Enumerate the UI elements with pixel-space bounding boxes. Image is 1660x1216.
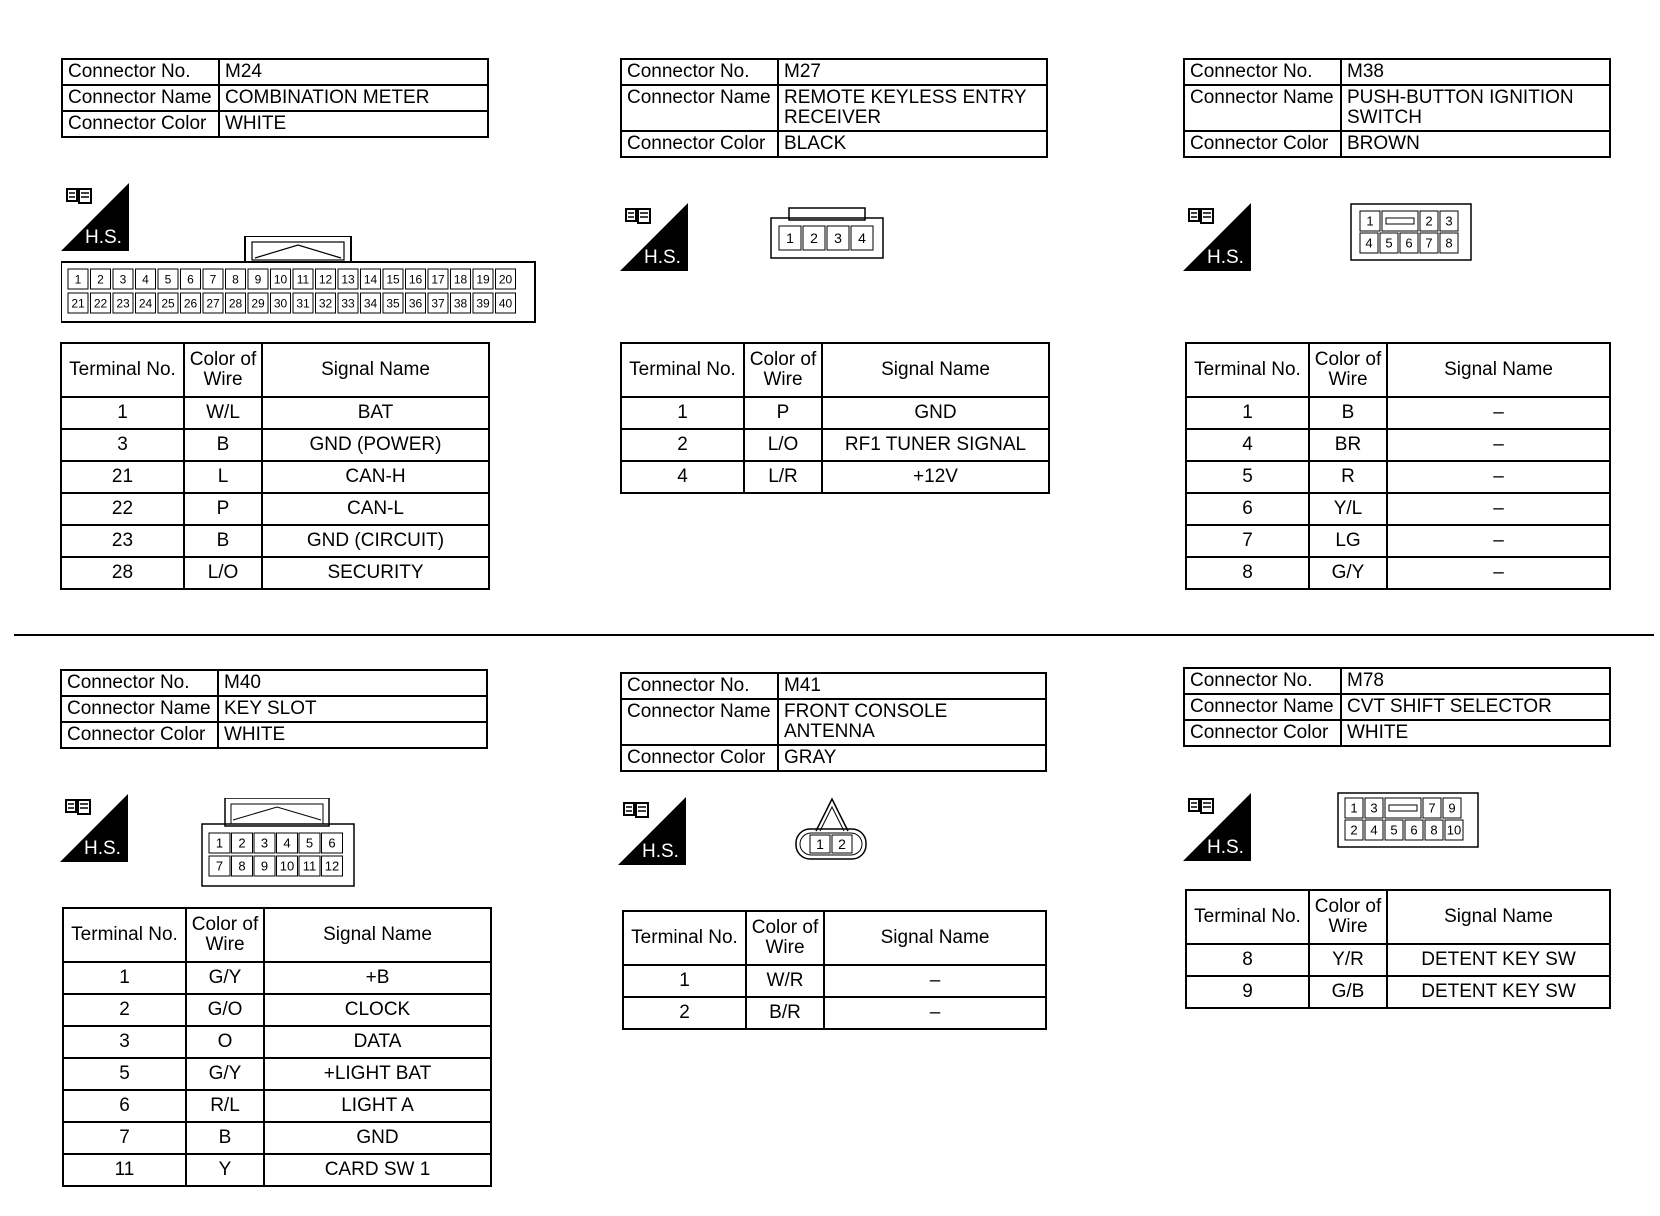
wire-color-cell: R/L <box>186 1090 264 1122</box>
header-signal-name: Signal Name <box>262 343 489 397</box>
connector-face-m24 <box>61 236 537 324</box>
table-row <box>623 965 1046 997</box>
pin-number: 1 <box>215 835 224 851</box>
table-row <box>1186 429 1610 461</box>
pin-number: 6 <box>1405 235 1413 251</box>
header-color-of-wire: Color of Wire <box>1309 890 1387 944</box>
pin-number: 6 <box>1410 822 1418 838</box>
signal-name-cell: DATA <box>264 1026 491 1058</box>
header-signal-name: Signal Name <box>1387 890 1610 944</box>
pin-number: 2 <box>97 272 104 287</box>
terminal-no-cell: 6 <box>1186 493 1309 525</box>
terminal-no-cell: 1 <box>1186 397 1309 429</box>
table-row <box>1186 525 1610 557</box>
header-signal-name: Signal Name <box>264 908 491 962</box>
terminal-no-cell: 5 <box>1186 461 1309 493</box>
pin-number: 1 <box>74 272 82 287</box>
wire-color-cell: L/R <box>744 461 822 493</box>
wire-color-cell: O <box>186 1026 264 1058</box>
pin-number: 3 <box>1370 800 1378 816</box>
signal-name-cell: CLOCK <box>264 994 491 1026</box>
hs-label: H.S. <box>642 841 679 862</box>
pin-number: 29 <box>251 296 265 311</box>
connector-name-value: COMBINATION METER <box>219 85 488 111</box>
header-color-of-wire: Color of Wire <box>746 911 824 965</box>
signal-name-cell: +12V <box>822 461 1049 493</box>
pin-number: 2 <box>238 835 246 851</box>
pin-number: 2 <box>1350 822 1358 838</box>
terminal-no-cell: 1 <box>61 397 184 429</box>
signal-name-cell: BAT <box>262 397 489 429</box>
pin-number: 34 <box>363 296 378 311</box>
wire-color-cell: G/B <box>1309 976 1387 1008</box>
pin-number: 5 <box>305 835 314 851</box>
header-terminal-no: Terminal No. <box>63 908 186 962</box>
table-row <box>63 962 491 994</box>
signal-name-cell: CAN-L <box>262 493 489 525</box>
pin-number: 1 <box>1350 800 1358 816</box>
connector-face-m41 <box>794 797 870 863</box>
terminal-no-cell: 23 <box>61 525 184 557</box>
pin-number: 10 <box>1446 822 1462 838</box>
terminal-no-cell: 4 <box>1186 429 1309 461</box>
wire-color-cell: W/R <box>746 965 824 997</box>
connector-info-m38 <box>1183 58 1611 158</box>
section-divider <box>14 634 1654 636</box>
label-connector-color: Connector Color <box>621 131 778 157</box>
hs-label: H.S. <box>85 227 122 248</box>
signal-name-cell: GND <box>264 1122 491 1154</box>
terminal-no-cell: 11 <box>63 1154 186 1186</box>
table-row <box>63 994 491 1026</box>
header-color-of-wire: Color of Wire <box>744 343 822 397</box>
signal-name-cell: CAN-H <box>262 461 489 493</box>
header-terminal-no: Terminal No. <box>1186 890 1309 944</box>
pin-number: 18 <box>453 272 468 287</box>
label-connector-no: Connector No. <box>1184 59 1341 85</box>
label-connector-name: Connector Name <box>621 699 778 745</box>
signal-name-cell: – <box>824 997 1046 1029</box>
lock-slot <box>1389 805 1417 811</box>
connector-color-value: WHITE <box>218 722 487 748</box>
header-color-of-wire: Color of Wire <box>184 343 262 397</box>
table-row <box>621 429 1049 461</box>
table-row <box>63 1154 491 1186</box>
pin-number: 7 <box>1428 800 1436 816</box>
wire-color-cell: G/Y <box>1309 557 1387 589</box>
terminal-rows <box>1186 397 1610 589</box>
pin-number: 32 <box>318 296 333 311</box>
pin-number: 10 <box>273 272 288 287</box>
connector-no-value: M38 <box>1341 59 1610 85</box>
connector-info-m41 <box>620 672 1047 772</box>
pin-cavity <box>1385 798 1421 818</box>
terminal-table-m24 <box>60 342 490 590</box>
terminal-no-cell: 2 <box>621 429 744 461</box>
terminal-no-cell: 3 <box>61 429 184 461</box>
wire-color-cell: L/O <box>184 557 262 589</box>
pin-number: 5 <box>1385 235 1393 251</box>
header-color-of-wire: Color of Wire <box>1309 343 1387 397</box>
label-connector-color: Connector Color <box>1184 131 1341 157</box>
connector-name-value: CVT SHIFT SELECTOR <box>1341 694 1610 720</box>
signal-name-cell: – <box>1387 557 1610 589</box>
label-connector-color: Connector Color <box>621 745 778 771</box>
signal-name-cell: +LIGHT BAT <box>264 1058 491 1090</box>
pin-number: 12 <box>324 858 340 874</box>
label-connector-no: Connector No. <box>621 59 778 85</box>
terminal-rows <box>61 397 489 589</box>
table-row <box>621 397 1049 429</box>
pin-number: 9 <box>1448 800 1456 816</box>
label-connector-name: Connector Name <box>1184 694 1341 720</box>
terminal-no-cell: 28 <box>61 557 184 589</box>
terminal-no-cell: 7 <box>63 1122 186 1154</box>
signal-name-cell: – <box>1387 397 1610 429</box>
terminal-no-cell: 1 <box>621 397 744 429</box>
pin-number: 11 <box>296 272 310 287</box>
table-row <box>1186 397 1610 429</box>
pin-number: 35 <box>386 296 400 311</box>
connector-no-value: M27 <box>778 59 1047 85</box>
signal-name-cell: RF1 TUNER SIGNAL <box>822 429 1049 461</box>
header-terminal-no: Terminal No. <box>61 343 184 397</box>
label-connector-color: Connector Color <box>1184 720 1341 746</box>
pin-number: 4 <box>1370 822 1378 838</box>
hs-label: H.S. <box>1207 837 1244 858</box>
header-terminal-no: Terminal No. <box>623 911 746 965</box>
pin-number: 3 <box>119 272 127 287</box>
terminal-table-m38 <box>1185 342 1611 590</box>
harness-side-icon <box>618 797 686 865</box>
header-terminal-no: Terminal No. <box>621 343 744 397</box>
pin-number: 3 <box>260 835 269 851</box>
connector-name-value: KEY SLOT <box>218 696 487 722</box>
table-row <box>1186 461 1610 493</box>
pin-number: 39 <box>476 296 490 311</box>
signal-name-cell: GND (CIRCUIT) <box>262 525 489 557</box>
terminal-table-m78 <box>1185 889 1611 1009</box>
hs-label: H.S. <box>1207 247 1244 268</box>
pin-number: 2 <box>810 230 818 247</box>
signal-name-cell: GND <box>822 397 1049 429</box>
pin-number: 16 <box>408 272 423 287</box>
pin-number: 20 <box>498 272 513 287</box>
terminal-no-cell: 8 <box>1186 557 1309 589</box>
wire-color-cell: G/Y <box>186 1058 264 1090</box>
harness-side-icon <box>1183 793 1251 861</box>
pin-number: 4 <box>858 230 866 247</box>
wire-color-cell: P <box>184 493 262 525</box>
pin-number: 7 <box>1425 235 1433 251</box>
header-signal-name: Signal Name <box>824 911 1046 965</box>
pin-number: 4 <box>283 835 291 851</box>
signal-name-cell: DETENT KEY SW <box>1387 976 1610 1008</box>
table-row <box>63 1122 491 1154</box>
wire-color-cell: L/O <box>744 429 822 461</box>
header-terminal-no: Terminal No. <box>1186 343 1309 397</box>
pin-number: 4 <box>1365 235 1373 251</box>
lock-slot <box>1386 218 1414 224</box>
pin-number: 9 <box>260 858 269 874</box>
connector-no-value: M40 <box>218 670 487 696</box>
terminal-rows <box>623 965 1046 1029</box>
connector-no-value: M24 <box>219 59 488 85</box>
terminal-rows <box>63 962 491 1186</box>
wire-color-cell: W/L <box>184 397 262 429</box>
connector-color-value: BLACK <box>778 131 1047 157</box>
connector-color-value: BROWN <box>1341 131 1610 157</box>
pin-number: 3 <box>1445 213 1453 229</box>
pin-number: 22 <box>93 296 108 311</box>
wire-color-cell: Y <box>186 1154 264 1186</box>
pin-number: 38 <box>453 296 468 311</box>
connector-info-m24 <box>61 58 489 138</box>
signal-name-cell: SECURITY <box>262 557 489 589</box>
connector-face-m27 <box>769 206 885 260</box>
pin-number: 8 <box>232 272 239 287</box>
signal-name-cell: LIGHT A <box>264 1090 491 1122</box>
pin-number: 36 <box>408 296 423 311</box>
wire-color-cell: P <box>744 397 822 429</box>
harness-side-icon <box>60 794 128 862</box>
pin-number: 1 <box>786 230 794 247</box>
label-connector-color: Connector Color <box>62 111 219 137</box>
pin-cavity <box>1382 211 1418 231</box>
wire-color-cell: BR <box>1309 429 1387 461</box>
pin-number: 13 <box>341 272 355 287</box>
terminal-no-cell: 3 <box>63 1026 186 1058</box>
wire-color-cell: B <box>184 525 262 557</box>
pin-number: 37 <box>431 296 445 311</box>
connector-name-value: REMOTE KEYLESS ENTRY RECEIVER <box>778 85 1047 131</box>
pin-number: 23 <box>116 296 130 311</box>
terminal-table-m27 <box>620 342 1050 494</box>
pin-number: 7 <box>209 272 217 287</box>
connector-info-m78 <box>1183 667 1611 747</box>
table-row <box>63 1026 491 1058</box>
signal-name-cell: +B <box>264 962 491 994</box>
wire-color-cell: G/O <box>186 994 264 1026</box>
terminal-no-cell: 1 <box>63 962 186 994</box>
terminal-no-cell: 2 <box>63 994 186 1026</box>
table-row <box>61 461 489 493</box>
pin-number: 31 <box>296 296 310 311</box>
pin-number: 28 <box>228 296 243 311</box>
table-row <box>63 1090 491 1122</box>
connector-info-m40 <box>60 669 488 749</box>
pin-number: 26 <box>183 296 198 311</box>
pin-number: 40 <box>498 296 513 311</box>
pin-number: 1 <box>816 836 824 853</box>
label-connector-no: Connector No. <box>621 673 778 699</box>
pin-number: 9 <box>254 272 262 287</box>
pin-number: 4 <box>142 272 149 287</box>
wire-color-cell: R <box>1309 461 1387 493</box>
pin-number: 25 <box>161 296 175 311</box>
pin-number: 1 <box>1366 213 1374 229</box>
table-row <box>61 397 489 429</box>
header-signal-name: Signal Name <box>1387 343 1610 397</box>
terminal-no-cell: 4 <box>621 461 744 493</box>
wire-color-cell: B <box>184 429 262 461</box>
terminal-rows <box>621 397 1049 493</box>
wire-color-cell: Y/R <box>1309 944 1387 976</box>
pin-number: 17 <box>431 272 445 287</box>
table-row <box>61 493 489 525</box>
terminal-no-cell: 21 <box>61 461 184 493</box>
wire-color-cell: G/Y <box>186 962 264 994</box>
hs-label: H.S. <box>84 838 121 859</box>
terminal-no-cell: 6 <box>63 1090 186 1122</box>
connector-no-value: M41 <box>778 673 1046 699</box>
label-connector-name: Connector Name <box>621 85 778 131</box>
terminal-table-m40 <box>62 907 492 1187</box>
pin-number: 8 <box>238 858 246 874</box>
signal-name-cell: – <box>1387 461 1610 493</box>
connector-face-m78 <box>1337 792 1481 850</box>
connector-face-m38 <box>1350 203 1472 261</box>
terminal-no-cell: 8 <box>1186 944 1309 976</box>
pin-number: 14 <box>363 272 378 287</box>
pin-number: 15 <box>386 272 400 287</box>
connector-info-m27 <box>620 58 1048 158</box>
pin-number: 19 <box>476 272 490 287</box>
terminal-no-cell: 7 <box>1186 525 1309 557</box>
signal-name-cell: – <box>824 965 1046 997</box>
pin-number: 12 <box>318 272 333 287</box>
terminal-no-cell: 2 <box>623 997 746 1029</box>
harness-side-icon <box>620 203 688 271</box>
header-color-of-wire: Color of Wire <box>186 908 264 962</box>
wire-color-cell: B <box>1309 397 1387 429</box>
header-signal-name: Signal Name <box>822 343 1049 397</box>
label-connector-no: Connector No. <box>1184 668 1341 694</box>
table-row <box>1186 944 1610 976</box>
connector-color-value: WHITE <box>1341 720 1610 746</box>
wire-color-cell: B/R <box>746 997 824 1029</box>
terminal-no-cell: 1 <box>623 965 746 997</box>
pin-number: 7 <box>215 858 224 874</box>
connector-face-m40 <box>201 798 357 888</box>
pin-number: 2 <box>1425 213 1433 229</box>
table-row <box>61 557 489 589</box>
label-connector-no: Connector No. <box>61 670 218 696</box>
pin-number: 11 <box>302 858 317 874</box>
table-row <box>63 1058 491 1090</box>
terminal-table-m41 <box>622 910 1047 1030</box>
label-connector-color: Connector Color <box>61 722 218 748</box>
pin-number: 30 <box>273 296 288 311</box>
table-row <box>1186 493 1610 525</box>
terminal-no-cell: 22 <box>61 493 184 525</box>
pin-number: 8 <box>1430 822 1438 838</box>
wire-color-cell: L <box>184 461 262 493</box>
signal-name-cell: – <box>1387 525 1610 557</box>
wire-color-cell: Y/L <box>1309 493 1387 525</box>
terminal-rows <box>1186 944 1610 1008</box>
table-row <box>61 525 489 557</box>
connector-color-value: WHITE <box>219 111 488 137</box>
pin-number: 10 <box>279 858 295 874</box>
signal-name-cell: – <box>1387 493 1610 525</box>
pin-number: 33 <box>341 296 355 311</box>
pin-number: 24 <box>138 296 153 311</box>
hs-label: H.S. <box>644 247 681 268</box>
label-connector-name: Connector Name <box>61 696 218 722</box>
wire-color-cell: B <box>186 1122 264 1154</box>
pin-number: 8 <box>1445 235 1453 251</box>
table-row <box>621 461 1049 493</box>
wire-color-cell: LG <box>1309 525 1387 557</box>
connector-no-value: M78 <box>1341 668 1610 694</box>
pin-number: 6 <box>328 835 336 851</box>
connector-name-value: PUSH-BUTTON IGNITION SWITCH <box>1341 85 1610 131</box>
terminal-no-cell: 5 <box>63 1058 186 1090</box>
label-connector-no: Connector No. <box>62 59 219 85</box>
pin-number: 21 <box>71 296 85 311</box>
label-connector-name: Connector Name <box>1184 85 1341 131</box>
pin-number: 5 <box>164 272 172 287</box>
pin-number: 2 <box>838 836 846 853</box>
pin-number: 6 <box>187 272 194 287</box>
signal-name-cell: GND (POWER) <box>262 429 489 461</box>
pin-number: 3 <box>834 230 842 247</box>
table-row <box>61 429 489 461</box>
terminal-no-cell: 9 <box>1186 976 1309 1008</box>
pin-number: 5 <box>1390 822 1398 838</box>
connector-name-value: FRONT CONSOLE ANTENNA <box>778 699 1046 745</box>
signal-name-cell: – <box>1387 429 1610 461</box>
connector-color-value: GRAY <box>778 745 1046 771</box>
signal-name-cell: CARD SW 1 <box>264 1154 491 1186</box>
label-connector-name: Connector Name <box>62 85 219 111</box>
pin-number: 27 <box>206 296 220 311</box>
signal-name-cell: DETENT KEY SW <box>1387 944 1610 976</box>
table-row <box>1186 557 1610 589</box>
table-row <box>1186 976 1610 1008</box>
table-row <box>623 997 1046 1029</box>
harness-side-icon <box>1183 203 1251 271</box>
